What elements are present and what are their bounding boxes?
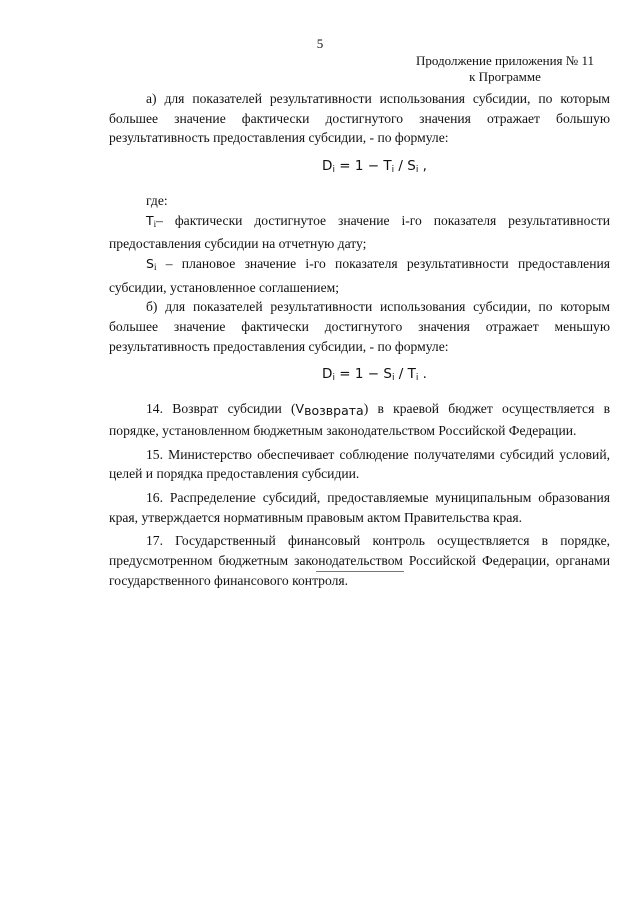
appendix-header-line2: к Программе: [469, 69, 541, 84]
paragraph-16: 16. Распределение субсидий, предоставляемые муниципальным образования края, утверждается нормативным правовым актом Правительства края.: [109, 489, 610, 525]
formula-2-eq: = 1 −: [334, 366, 384, 383]
end-divider: [316, 571, 404, 572]
paragraph-14-after: ) в краевой бюджет осуществляется в порядке, установленном бюджетным законодательством Российской Федерации.: [109, 401, 611, 438]
paragraph-a: а) для показателей результативности использования субсидии, по которым большее значение фактически достигнутого значения отражает большую результативность предоставления субсидии, - по формуле:: [109, 91, 610, 146]
formula-2-t-sub: i: [415, 373, 419, 384]
definition-s-symbol: S: [146, 255, 154, 271]
paragraph-14-v-sub: возврата: [304, 403, 364, 419]
formula-1-s: S: [407, 158, 416, 175]
formula-1-t: T: [383, 158, 392, 175]
formula-2-t: T: [407, 366, 416, 383]
appendix-header: [415, 53, 595, 85]
formula-1-lhs: D: [322, 158, 333, 175]
appendix-header-line1: Продолжение приложения № 11: [416, 53, 594, 68]
formula-2-slash: /: [394, 366, 408, 383]
page-number: 5: [316, 36, 324, 51]
formula-2-lhs-sub: i: [332, 373, 335, 384]
definition-t: [109, 211, 610, 254]
definition-s-sub: i: [153, 261, 157, 272]
formula-1-s-sub: i: [415, 165, 419, 176]
paragraph-14: [109, 399, 610, 440]
formula-2-s-sub: i: [391, 373, 395, 384]
paragraph-b: б) для показателей результативности использования субсидии, по которым большее значение фактически достигнутого значения отражает меньшую результативность предоставления субсидии, - по формуле:: [109, 299, 610, 354]
paragraph-17: 17. Государственный финансовый контроль осуществляется в порядке, предусмотренном бюджетным законодательством Российской Федерации, органами государственного финансового контроля.: [109, 533, 610, 588]
definition-s: [109, 254, 610, 297]
document-body: [109, 89, 610, 590]
paragraph-15: 15. Министерство обеспечивает соблюдение получателями субсидий условий, целей и порядка предоставления субсидии.: [109, 446, 610, 482]
definition-s-text: – плановое значение i-го показателя результативности предоставления субсидии, установленное соглашением;: [109, 255, 610, 295]
formula-1-t-sub: i: [391, 165, 395, 176]
formula-2-end: .: [418, 366, 427, 383]
paragraph-14-v: V: [295, 401, 305, 417]
formula-2-lhs: D: [322, 366, 333, 383]
formula-2-s: S: [383, 366, 392, 383]
formula-2: [109, 365, 610, 389]
formula-1-slash: /: [394, 158, 408, 175]
paragraph-14-before: 14. Возврат субсидии (: [146, 401, 296, 417]
formula-1: [109, 157, 610, 181]
where-label: где:: [146, 192, 168, 208]
formula-1-eq: = 1 −: [334, 158, 384, 175]
definition-t-text: – фактически достигнутое значение i-го показателя результативности предоставления субсидии на отчетную дату;: [109, 212, 610, 252]
formula-1-lhs-sub: i: [332, 165, 335, 176]
definition-t-symbol: T: [146, 212, 154, 228]
definition-t-sub: i: [153, 218, 157, 229]
formula-1-end: ,: [418, 158, 427, 175]
